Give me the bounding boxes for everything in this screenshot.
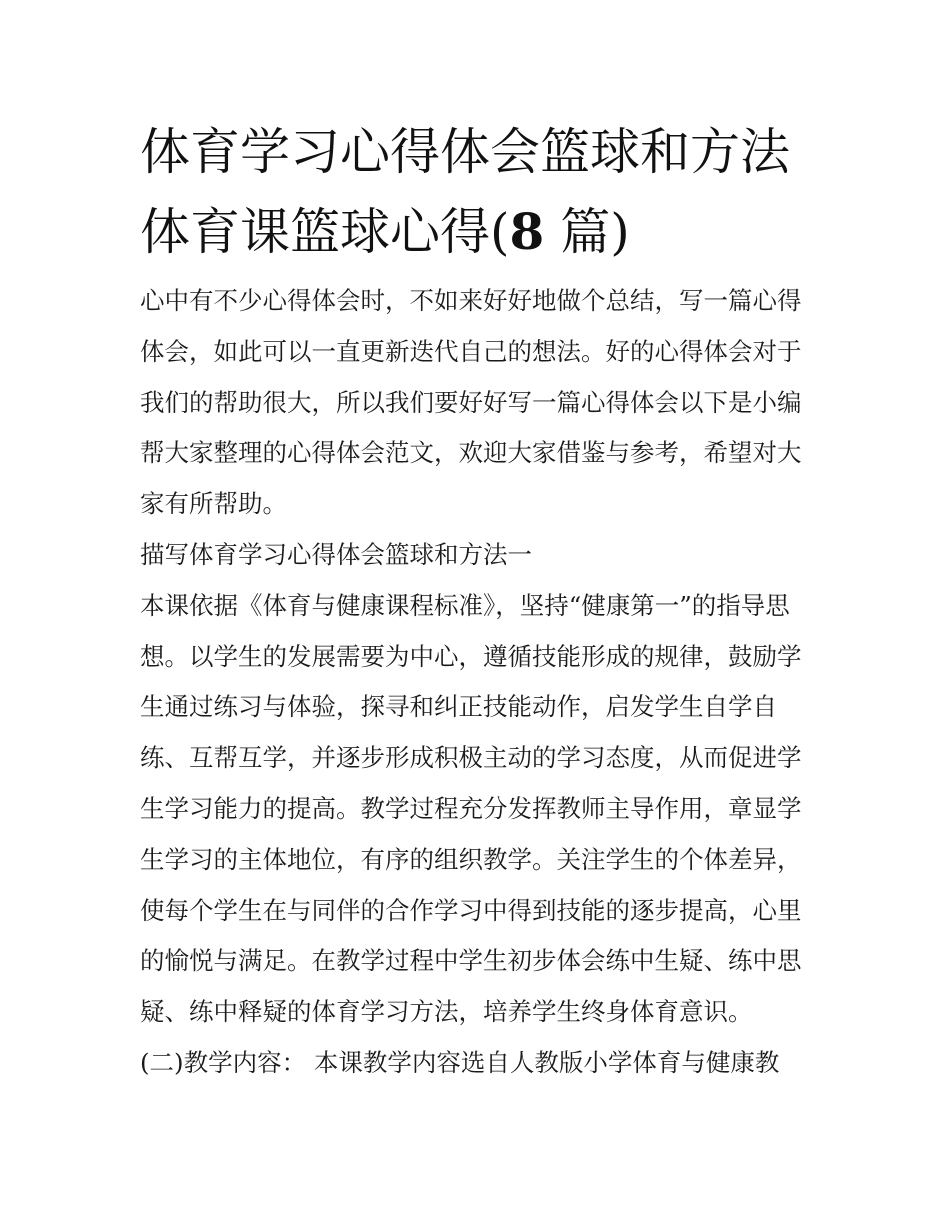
body-line: (二)教学内容： 本课教学内容选自人教版小学体育与健康教 [140,1047,780,1077]
body-line: 心中有不少心得体会时，不如来好好地做个总结，写一篇心得 [140,286,802,315]
title-count-number: 8 [509,202,545,261]
body-line: 使每个学生在与同伴的合作学习中得到技能的逐步提高，心里 [140,895,802,925]
title-line-2-suffix: 篇) [544,203,630,261]
body-line: 生通过练习与体验，探寻和纠正技能动作，启发学生自学自 [140,692,777,722]
section-heading: 描写体育学习心得体会篮球和方法一 [140,539,532,569]
title-line-2 [140,192,840,272]
document-body [140,276,830,1089]
body-line: 我们的帮助很大，所以我们要好好写一篇心得体会以下是小编 [140,387,802,417]
body-line: 体会，如此可以一直更新迭代自己的想法。好的心得体会对于 [140,336,802,366]
document-title [140,112,840,272]
body-line: 本课依据《体育与健康课程标准》，坚持“健康第一”的指导思 [140,590,790,620]
body-line: 的愉悦与满足。在教学过程中学生初步体会练中生疑、练中思 [140,946,802,976]
body-line: 想。以学生的发展需要为中心，遵循技能形成的规律，鼓励学 [140,641,802,671]
body-line: 生学习的主体地位，有序的组织教学。关注学生的个体差异， [140,844,802,874]
body-line: 疑、练中释疑的体育学习方法，培养学生终身体育意识。 [140,997,753,1027]
body-line: 帮大家整理的心得体会范文，欢迎大家借鉴与参考，希望对大 [140,438,802,468]
body-line: 生学习能力的提高。教学过程充分发挥教师主导作用，章显学 [140,793,802,823]
body-line: 家有所帮助。 [140,489,287,519]
title-line-1: 体育学习心得体会篮球和方法 [140,123,790,181]
body-line: 练、互帮互学，并逐步形成积极主动的学习态度，从而促进学 [140,743,802,773]
title-line-2-prefix: 体育课篮球心得( [140,203,510,261]
